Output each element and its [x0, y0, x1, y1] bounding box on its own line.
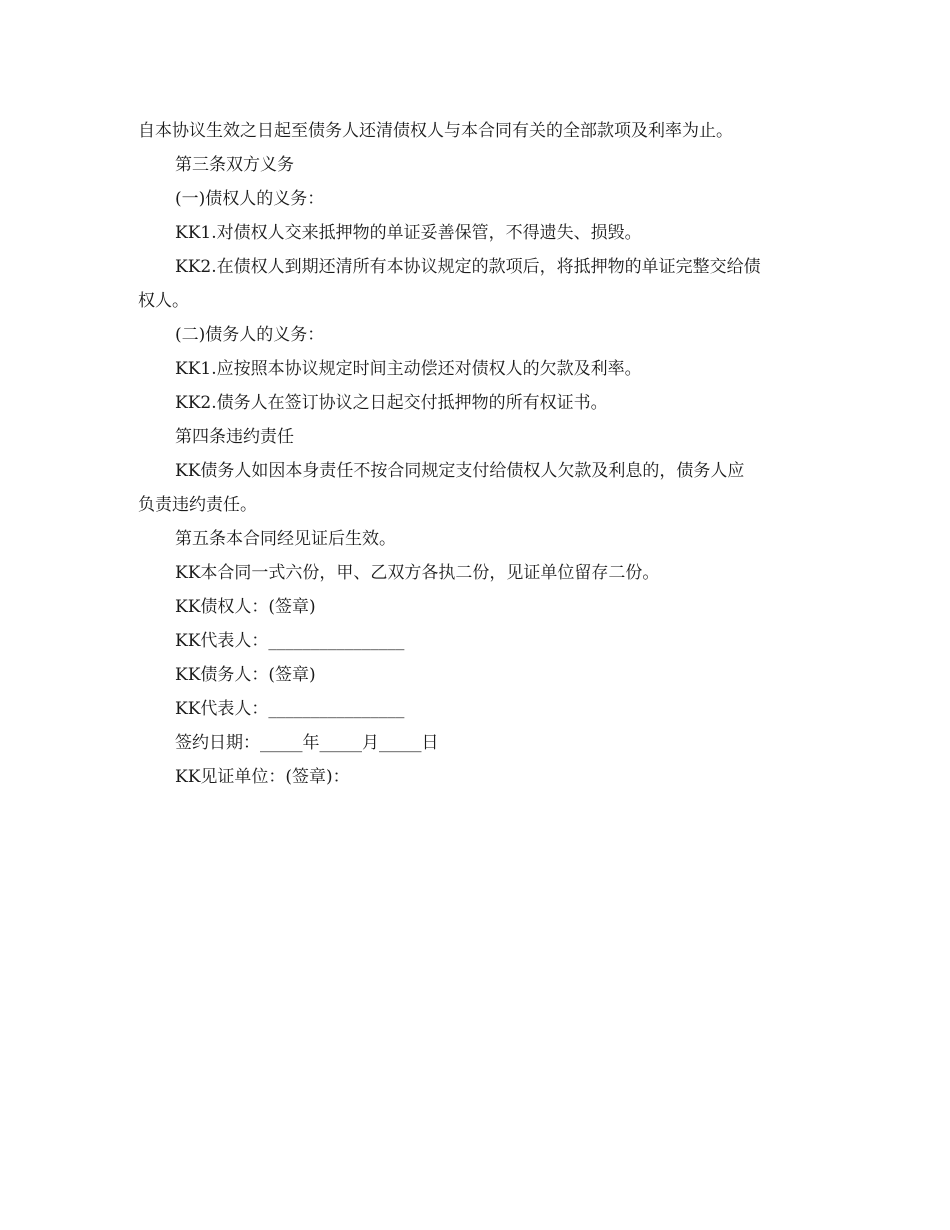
paragraph-line: 自本协议生效之日起至债务人还清债权人与本合同有关的全部款项及利率为止。: [138, 121, 733, 141]
signature-witness: KK见证单位：(签章)：: [175, 767, 350, 787]
signature-creditor-representative: KK代表人：________________: [175, 631, 405, 651]
section-heading-creditor-obligations: (一)债权人的义务：: [175, 189, 325, 209]
section-heading-debtor-obligations: (二)债务人的义务：: [175, 325, 325, 345]
document-page: [138, 114, 818, 794]
article-heading-obligations: 第三条双方义务: [175, 155, 294, 175]
signature-debtor: KK债务人：(签章): [175, 665, 316, 685]
clause-line: KK2.债务人在签订协议之日起交付抵押物的所有权证书。: [175, 393, 608, 413]
clause-line: KK1.应按照本协议规定时间主动偿还对债权人的欠款及利率。: [175, 359, 642, 379]
signature-creditor: KK债权人：(签章): [175, 597, 316, 617]
clause-line: KK本合同一式六份，甲、乙双方各执二份，见证单位留存二份。: [175, 563, 660, 583]
clause-line: KK1.对债权人交来抵押物的单证妥善保管，不得遗失、损毁。: [175, 223, 642, 243]
signature-debtor-representative: KK代表人：________________: [175, 699, 405, 719]
clause-line-continuation: 权人。: [138, 291, 189, 311]
clause-line-continuation: 负责违约责任。: [138, 495, 257, 515]
signing-date: 签约日期：_____年_____月_____日: [175, 733, 439, 753]
article-heading-liability: 第四条违约责任: [175, 427, 294, 447]
article-heading-effectiveness: 第五条本合同经见证后生效。: [175, 529, 396, 549]
clause-line: KK债务人如因本身责任不按合同规定支付给债权人欠款及利息的，债务人应: [175, 461, 745, 481]
clause-line: KK2.在债权人到期还清所有本协议规定的款项后，将抵押物的单证完整交给债: [175, 257, 761, 277]
